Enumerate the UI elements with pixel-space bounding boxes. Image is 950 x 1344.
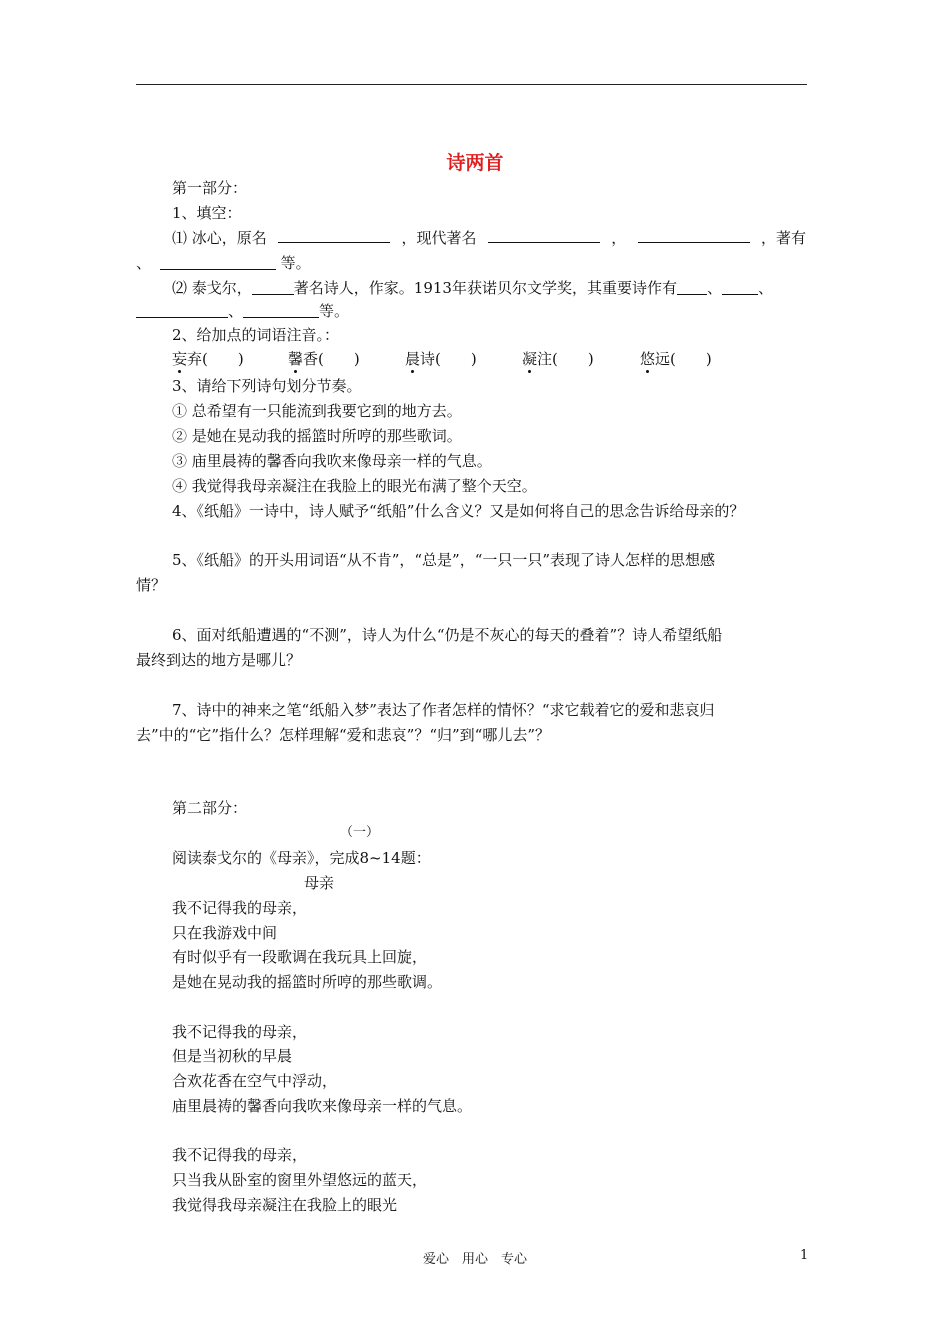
- q1-item1-prefix: ⑴ 冰心，原名: [172, 229, 267, 247]
- dotted-char: 妄: [172, 350, 188, 368]
- poem-line: 只在我游戏中间: [172, 924, 278, 942]
- q5-line1: 5、《纸船》的开头用词语“从不肯”，“总是”，“一只一只”表现了诗人怎样的思想感: [172, 551, 716, 569]
- q1-item2-line1: [172, 278, 773, 298]
- q6-line1: 6、面对纸船遭遇的“不测”，诗人为什么“仍是不灰心的每天的叠着”？诗人希望纸船: [172, 626, 723, 644]
- page-number: 1: [800, 1248, 809, 1263]
- part2-label: 第二部分：: [172, 799, 248, 817]
- q1-item2-end: 等。: [319, 302, 350, 320]
- poem-line: 但是当初秋的早晨: [172, 1047, 293, 1065]
- q1-label: 1、填空：: [172, 204, 242, 222]
- pinyin-item: [640, 349, 712, 369]
- footer-motto: 爱心 用心 专心: [422, 1252, 527, 1267]
- section-number: （一）: [340, 825, 380, 840]
- reading-instruction: 阅读泰戈尔的《母亲》，完成8~14题：: [172, 849, 431, 867]
- pinyin-item: [522, 349, 594, 369]
- blank: [160, 255, 276, 270]
- poem-line: 我不记得我的母亲，: [172, 1146, 308, 1164]
- blank: [136, 303, 228, 318]
- pinyin-blank: 注( ): [537, 350, 594, 368]
- q3-line: ③ 庙里晨祷的馨香向我吹来像母亲一样的气息。: [172, 452, 492, 470]
- blank: [243, 303, 319, 318]
- part1-label: 第一部分：: [172, 179, 248, 197]
- separator: 、: [228, 302, 244, 320]
- q1-item1-line2-prefix: 、: [136, 254, 152, 272]
- pinyin-blank: 弃( ): [187, 350, 244, 368]
- q5-line2: 情？: [136, 576, 167, 594]
- pinyin-blank: 远( ): [655, 350, 712, 368]
- poem-line: 有时似乎有一段歌调在我玩具上回旋，: [172, 948, 428, 966]
- pinyin-item: [172, 349, 244, 369]
- q1-item1-end: 等。: [280, 254, 311, 272]
- separator: 、: [706, 279, 722, 297]
- q1-item2-prefix: ⑵ 泰戈尔，: [172, 279, 252, 297]
- q2-label: 2、给加点的词语注音。：: [172, 326, 340, 344]
- poem-line: 我不记得我的母亲，: [172, 899, 308, 917]
- dotted-char: 凝: [522, 350, 538, 368]
- poem-line: 合欢花香在空气中浮动，: [172, 1072, 338, 1090]
- q1-item2-mid1: 著名诗人，作家。1913年获诺贝尔文学奖，其重要诗作有: [293, 279, 677, 297]
- poem-line: 只当我从卧室的窗里外望悠远的蓝天，: [172, 1171, 428, 1189]
- q3-line: ④ 我觉得我母亲凝注在我脸上的眼光布满了整个天空。: [172, 477, 537, 495]
- q1-item1-mid3: ，著有: [760, 229, 806, 247]
- header-rule: [136, 84, 807, 85]
- blank: [252, 280, 294, 295]
- blank: [638, 228, 750, 243]
- poem-line: 我不记得我的母亲，: [172, 1023, 308, 1041]
- q4: 4、《纸船》一诗中，诗人赋予“纸船”什么含义？又是如何将自己的思念告诉给母亲的？: [172, 502, 745, 520]
- poem-title: 母亲: [304, 874, 335, 892]
- pinyin-item: [288, 349, 360, 369]
- separator: 、: [757, 279, 773, 297]
- blank: [488, 228, 600, 243]
- poem-line: 庙里晨祷的馨香向我吹来像母亲一样的气息。: [172, 1097, 473, 1115]
- q1-item2-line2: [136, 301, 349, 321]
- poem-line: 我觉得我母亲凝注在我脸上的眼光: [172, 1196, 398, 1214]
- pinyin-item: [405, 349, 477, 369]
- blank: [278, 228, 390, 243]
- q3-line: ② 是她在晃动我的摇篮时所哼的那些歌词。: [172, 427, 462, 445]
- page-title: 诗两首: [446, 152, 504, 174]
- q7-line1: 7、诗中的神来之笔“纸船入梦”表达了作者怎样的情怀？“求它载着它的爱和悲哀归: [172, 701, 715, 719]
- dotted-char: 悠: [640, 350, 656, 368]
- q6-line2: 最终到达的地方是哪儿？: [136, 651, 302, 669]
- poem-line: 是她在晃动我的摇篮时所哼的那些歌调。: [172, 973, 443, 991]
- dotted-char: 馨: [288, 350, 304, 368]
- q1-item1-mid2: ，: [611, 229, 627, 247]
- blank: [677, 280, 707, 295]
- q7-line2: 去”中的“它”指什么？怎样理解“爱和悲哀”？“归”到“哪儿去”？: [136, 726, 551, 744]
- pinyin-blank: 香( ): [303, 350, 360, 368]
- pinyin-blank: 诗( ): [420, 350, 477, 368]
- dotted-char: 晨: [405, 350, 421, 368]
- q1-item1-mid1: ，现代著名: [401, 229, 477, 247]
- q1-item1-line2: [136, 253, 311, 273]
- q1-item1-line1: [172, 228, 806, 248]
- q3-line: ① 总希望有一只能流到我要它到的地方去。: [172, 402, 462, 420]
- q3-label: 3、请给下列诗句划分节奏。: [172, 377, 362, 395]
- blank: [722, 280, 758, 295]
